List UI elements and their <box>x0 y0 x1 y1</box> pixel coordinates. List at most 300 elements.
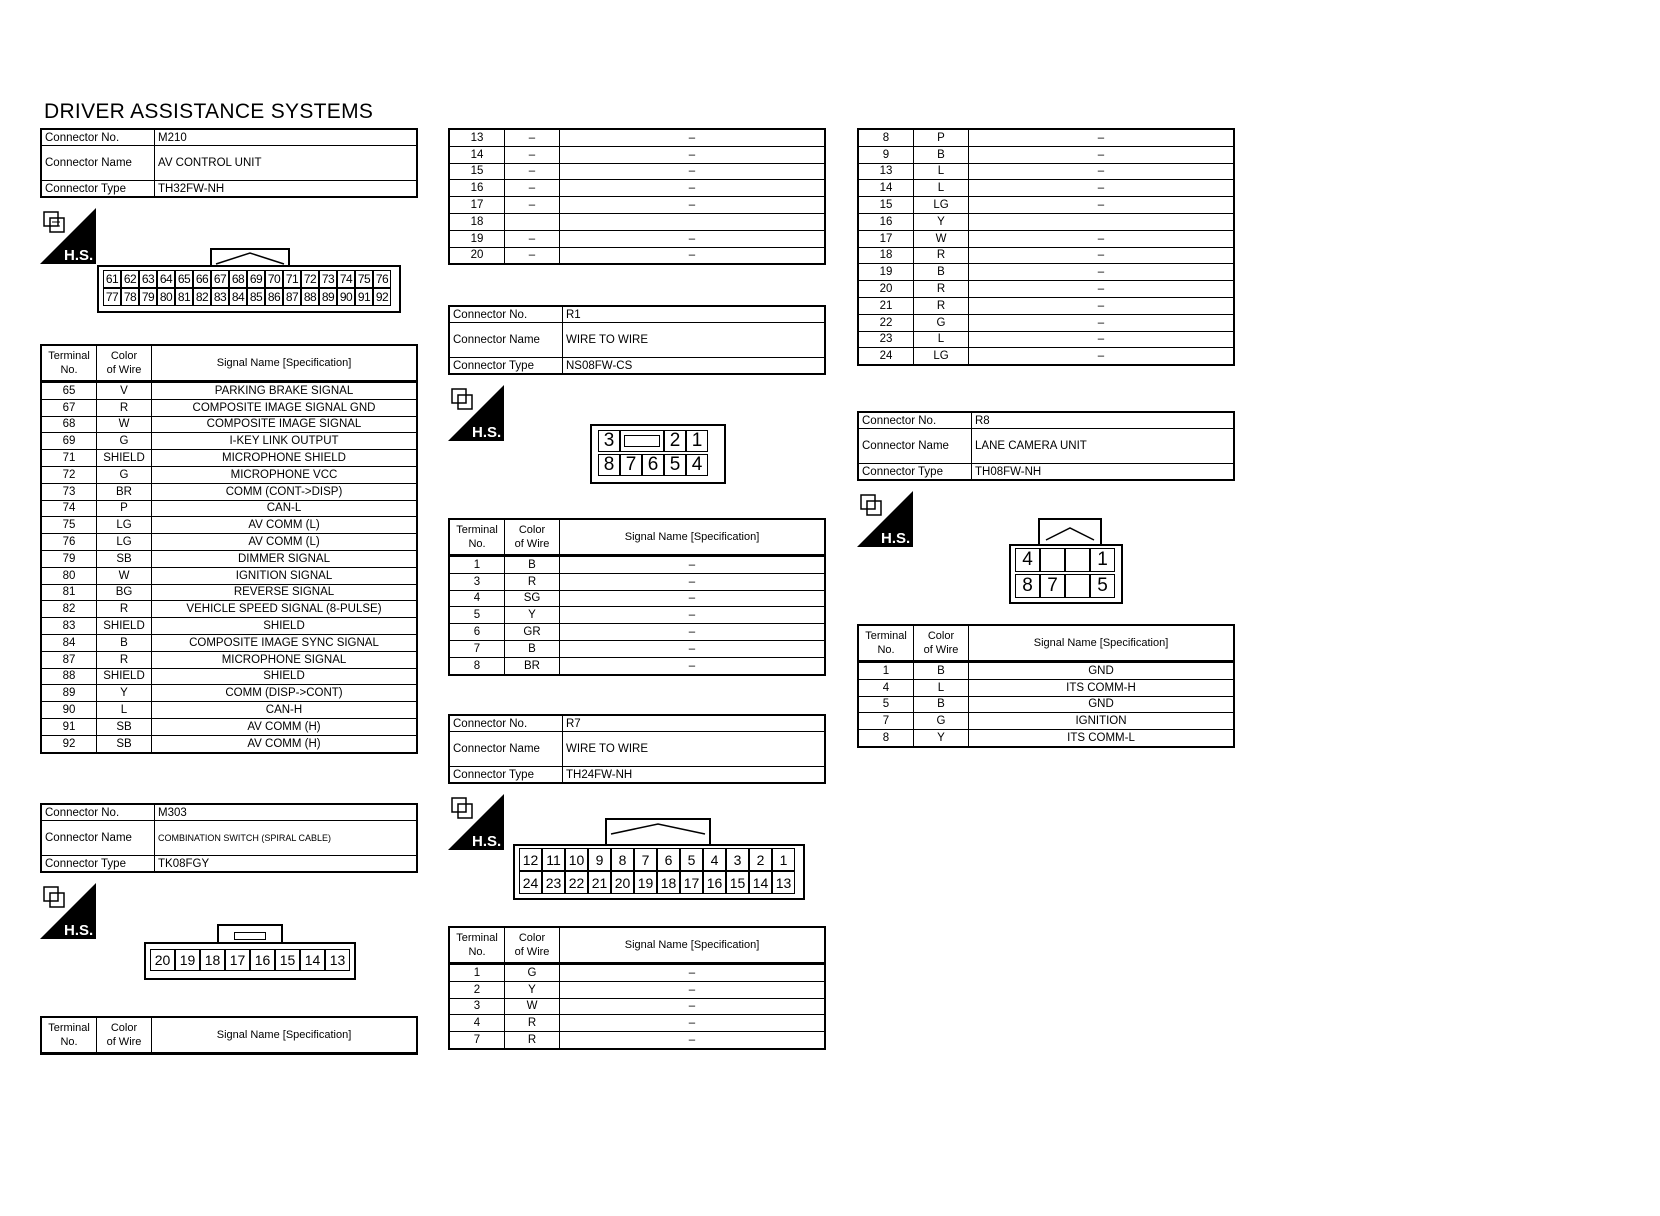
connector-pin: 74 <box>337 270 355 288</box>
header-terminal-no: Terminal No. <box>41 345 97 382</box>
table-row <box>449 657 825 674</box>
signal-name-cell: – <box>560 573 826 590</box>
signal-name-cell: – <box>560 998 826 1015</box>
terminal-no-cell: 18 <box>449 213 505 230</box>
connector-pin: 23 <box>542 871 565 894</box>
signal-name-cell: CAN-L <box>152 500 418 517</box>
signal-name-cell: VEHICLE SPEED SIGNAL (8-PULSE) <box>152 601 418 618</box>
signal-name-cell: – <box>560 1032 826 1049</box>
terminal-no-cell: 17 <box>449 197 505 214</box>
wire-color-cell: – <box>505 230 560 247</box>
terminal-no-cell: 13 <box>858 163 914 180</box>
connector-pin: 18 <box>200 949 225 971</box>
terminal-no-cell: 3 <box>449 998 505 1015</box>
wire-color-cell: BR <box>97 483 152 500</box>
table-row <box>858 696 1234 713</box>
table-row <box>858 331 1234 348</box>
signal-name-cell: – <box>969 314 1235 331</box>
signal-table-r8 <box>857 624 1235 748</box>
signal-name-cell: – <box>969 297 1235 314</box>
connector-pin: 91 <box>355 288 373 306</box>
wire-color-cell: W <box>97 416 152 433</box>
wire-color-cell: SB <box>97 718 152 735</box>
terminal-no-cell: 79 <box>41 550 97 567</box>
wire-color-cell: LG <box>97 534 152 551</box>
signal-name-cell: PARKING BRAKE SIGNAL <box>152 382 418 400</box>
signal-name-cell: – <box>969 230 1235 247</box>
header-signal-name: Signal Name [Specification] <box>560 519 826 556</box>
table-row <box>41 399 417 416</box>
connector-pin: 2 <box>749 848 772 871</box>
terminal-no-cell: 9 <box>858 146 914 163</box>
terminal-no-cell: 15 <box>858 197 914 214</box>
signal-name-cell: – <box>969 146 1235 163</box>
connector-pin: 17 <box>680 871 703 894</box>
connector-pin: 19 <box>175 949 200 971</box>
terminal-no-cell: 21 <box>858 297 914 314</box>
wire-color-cell: W <box>914 230 969 247</box>
table-row <box>858 297 1234 314</box>
terminal-no-cell: 69 <box>41 433 97 450</box>
connector-name-value: WIRE TO WIRE <box>563 323 826 358</box>
header-color-of-wire: Color of Wire <box>914 625 969 662</box>
table-row <box>449 180 825 197</box>
terminal-no-cell: 73 <box>41 483 97 500</box>
hs-label: H.S. <box>472 833 502 850</box>
connector-pin: 4 <box>686 454 708 476</box>
table-row <box>858 662 1234 680</box>
terminal-no-cell: 88 <box>41 668 97 685</box>
signal-table-r7 <box>448 926 826 1050</box>
table-row <box>41 584 417 601</box>
table-row <box>858 348 1234 365</box>
table-row <box>449 197 825 214</box>
connector-face-m210 <box>97 265 401 313</box>
connector-type-value: TH32FW-NH <box>155 181 418 198</box>
table-row <box>449 556 825 574</box>
connector-name-value: COMBINATION SWITCH (SPIRAL CABLE) <box>155 821 418 856</box>
signal-name-cell: – <box>560 247 826 264</box>
terminal-no-cell: 90 <box>41 702 97 719</box>
table-row <box>41 618 417 635</box>
table-row <box>449 213 825 230</box>
table-row <box>449 640 825 657</box>
table-row <box>41 735 417 752</box>
terminal-no-cell: 5 <box>449 607 505 624</box>
connector-pin: 8 <box>1015 574 1040 598</box>
connector-pin: 64 <box>157 270 175 288</box>
signal-name-cell: I-KEY LINK OUTPUT <box>152 433 418 450</box>
signal-name-cell: COMPOSITE IMAGE SYNC SIGNAL <box>152 634 418 651</box>
connector-pin: 8 <box>611 848 634 871</box>
connector-pin: 63 <box>139 270 157 288</box>
signal-name-cell: AV COMM (L) <box>152 534 418 551</box>
header-color-of-wire: Color of Wire <box>505 519 560 556</box>
table-row <box>858 730 1234 747</box>
connector-type-value: TH08FW-NH <box>972 464 1235 481</box>
wire-color-cell: R <box>914 281 969 298</box>
signal-name-cell: COMPOSITE IMAGE SIGNAL <box>152 416 418 433</box>
signal-name-cell: IGNITION SIGNAL <box>152 567 418 584</box>
connector-pin: 82 <box>193 288 211 306</box>
label-connector-no: Connector No. <box>41 804 155 821</box>
connector-info-r1 <box>448 305 826 375</box>
connector-pin: 16 <box>250 949 275 971</box>
table-row <box>858 213 1234 230</box>
terminal-no-cell: 67 <box>41 399 97 416</box>
connector-pin: 16 <box>703 871 726 894</box>
table-row <box>858 163 1234 180</box>
connector-pin: 19 <box>634 871 657 894</box>
wire-color-cell: LG <box>914 348 969 365</box>
wire-color-cell: R <box>914 297 969 314</box>
signal-name-cell: DIMMER SIGNAL <box>152 550 418 567</box>
signal-name-cell: – <box>969 163 1235 180</box>
signal-name-cell: AV COMM (L) <box>152 517 418 534</box>
connector-pin: 7 <box>634 848 657 871</box>
connector-pin: 76 <box>373 270 391 288</box>
header-color-of-wire: Color of Wire <box>97 345 152 382</box>
connector-pin: 87 <box>283 288 301 306</box>
terminal-no-cell: 19 <box>858 264 914 281</box>
table-row <box>449 129 825 146</box>
wire-color-cell: R <box>505 1032 560 1049</box>
harness-side-icon <box>857 491 913 547</box>
wire-color-cell: SB <box>97 735 152 752</box>
table-row <box>41 550 417 567</box>
hs-label: H.S. <box>64 922 94 939</box>
wire-color-cell: R <box>505 573 560 590</box>
signal-name-cell: MICROPHONE SIGNAL <box>152 651 418 668</box>
table-row <box>449 146 825 163</box>
connector-pin: 12 <box>519 848 542 871</box>
hs-label: H.S. <box>881 530 911 547</box>
wire-color-cell: R <box>97 399 152 416</box>
connector-pin: 24 <box>519 871 542 894</box>
terminal-no-cell: 5 <box>858 696 914 713</box>
signal-name-cell: MICROPHONE VCC <box>152 466 418 483</box>
table-row <box>449 624 825 641</box>
signal-name-cell: – <box>969 331 1235 348</box>
wire-color-cell: GR <box>505 624 560 641</box>
wire-color-cell: – <box>505 180 560 197</box>
signal-name-cell: – <box>969 197 1235 214</box>
header-terminal-no: Terminal No. <box>449 519 505 556</box>
terminal-no-cell: 14 <box>858 180 914 197</box>
table-row <box>41 601 417 618</box>
wire-color-cell: V <box>97 382 152 400</box>
terminal-no-cell: 2 <box>449 981 505 998</box>
header-signal-name: Signal Name [Specification] <box>152 1017 418 1054</box>
terminal-no-cell: 4 <box>449 1015 505 1032</box>
signal-name-cell: AV COMM (H) <box>152 735 418 752</box>
connector-pin: 61 <box>103 270 121 288</box>
signal-table-m303 <box>40 1016 418 1055</box>
signal-name-cell: – <box>560 146 826 163</box>
table-row <box>41 668 417 685</box>
terminal-no-cell: 4 <box>449 590 505 607</box>
signal-name-cell: – <box>969 348 1235 365</box>
connector-face-m303 <box>144 942 356 980</box>
terminal-no-cell: 74 <box>41 500 97 517</box>
connector-name-value: WIRE TO WIRE <box>563 732 826 767</box>
connector-name-value: AV CONTROL UNIT <box>155 146 418 181</box>
wire-color-cell: W <box>97 567 152 584</box>
signal-name-cell: REVERSE SIGNAL <box>152 584 418 601</box>
connector-pin: 15 <box>275 949 300 971</box>
header-color-of-wire: Color of Wire <box>505 927 560 964</box>
terminal-no-cell: 82 <box>41 601 97 618</box>
table-row <box>858 281 1234 298</box>
connector-pin: 7 <box>1040 574 1065 598</box>
table-row <box>41 567 417 584</box>
wire-color-cell: – <box>505 163 560 180</box>
connector-pin: 11 <box>542 848 565 871</box>
table-row <box>858 197 1234 214</box>
connector-pin: 79 <box>139 288 157 306</box>
signal-name-cell: – <box>969 129 1235 146</box>
table-row <box>41 450 417 467</box>
wire-color-cell: B <box>505 640 560 657</box>
terminal-no-cell: 18 <box>858 247 914 264</box>
wire-color-cell: L <box>97 702 152 719</box>
signal-name-cell: – <box>560 964 826 982</box>
terminal-no-cell: 6 <box>449 624 505 641</box>
label-connector-name: Connector Name <box>41 146 155 181</box>
connector-pin: 8 <box>598 454 620 476</box>
signal-name-cell: – <box>969 247 1235 264</box>
terminal-no-cell: 87 <box>41 651 97 668</box>
table-row <box>449 998 825 1015</box>
wire-color-cell: G <box>914 713 969 730</box>
connector-type-value: TH24FW-NH <box>563 767 826 784</box>
wire-color-cell: LG <box>914 197 969 214</box>
connector-pin: 78 <box>121 288 139 306</box>
connector-pin: 3 <box>598 430 620 452</box>
table-row <box>41 685 417 702</box>
connector-pin: 75 <box>355 270 373 288</box>
table-row <box>41 534 417 551</box>
terminal-no-cell: 16 <box>858 213 914 230</box>
wire-color-cell: B <box>914 696 969 713</box>
wire-color-cell: G <box>914 314 969 331</box>
connector-no-value: R7 <box>563 715 826 732</box>
connector-pin: 69 <box>247 270 265 288</box>
terminal-no-cell: 20 <box>449 247 505 264</box>
signal-name-cell: COMM (CONT->DISP) <box>152 483 418 500</box>
wire-color-cell: B <box>914 146 969 163</box>
connector-pin: 6 <box>642 454 664 476</box>
signal-name-cell: – <box>969 180 1235 197</box>
signal-name-cell: – <box>560 230 826 247</box>
wire-color-cell: R <box>914 247 969 264</box>
wire-color-cell: R <box>97 601 152 618</box>
terminal-no-cell: 23 <box>858 331 914 348</box>
terminal-no-cell: 22 <box>858 314 914 331</box>
connector-pin: 85 <box>247 288 265 306</box>
terminal-no-cell: 7 <box>449 1032 505 1049</box>
connector-info-r8 <box>857 411 1235 481</box>
label-connector-name: Connector Name <box>449 323 563 358</box>
connector-pin: 71 <box>283 270 301 288</box>
table-row <box>41 382 417 400</box>
terminal-no-cell: 17 <box>858 230 914 247</box>
connector-no-value: R8 <box>972 412 1235 429</box>
wire-color-cell: SHIELD <box>97 668 152 685</box>
terminal-no-cell: 89 <box>41 685 97 702</box>
table-row <box>41 517 417 534</box>
terminal-no-cell: 3 <box>449 573 505 590</box>
connector-pin: 4 <box>703 848 726 871</box>
wire-color-cell: L <box>914 679 969 696</box>
table-row <box>858 230 1234 247</box>
wire-color-cell: – <box>505 197 560 214</box>
header-terminal-no: Terminal No. <box>858 625 914 662</box>
connector-pin: 4 <box>1015 548 1040 572</box>
connector-pin: 89 <box>319 288 337 306</box>
connector-pin: 65 <box>175 270 193 288</box>
connector-pin: 5 <box>680 848 703 871</box>
table-row <box>449 607 825 624</box>
connector-info-r7 <box>448 714 826 784</box>
terminal-no-cell: 8 <box>449 657 505 674</box>
table-row <box>449 590 825 607</box>
signal-name-cell: COMM (DISP->CONT) <box>152 685 418 702</box>
table-row <box>41 483 417 500</box>
wire-color-cell: W <box>505 998 560 1015</box>
connector-pin: 6 <box>657 848 680 871</box>
harness-side-icon <box>40 208 96 264</box>
table-row <box>41 416 417 433</box>
connector-pin: 2 <box>664 430 686 452</box>
wire-color-cell: L <box>914 163 969 180</box>
header-terminal-no: Terminal No. <box>41 1017 97 1054</box>
connector-pin: 18 <box>657 871 680 894</box>
table-row <box>41 651 417 668</box>
connector-name-value: LANE CAMERA UNIT <box>972 429 1235 464</box>
terminal-no-cell: 1 <box>449 964 505 982</box>
header-signal-name: Signal Name [Specification] <box>969 625 1235 662</box>
connector-pin: 77 <box>103 288 121 306</box>
connector-pin: 17 <box>225 949 250 971</box>
label-connector-no: Connector No. <box>449 715 563 732</box>
connector-pin: 67 <box>211 270 229 288</box>
terminal-no-cell: 68 <box>41 416 97 433</box>
wire-color-cell: P <box>97 500 152 517</box>
terminal-no-cell: 13 <box>449 129 505 146</box>
terminal-no-cell: 4 <box>858 679 914 696</box>
table-row <box>858 314 1234 331</box>
connector-pin: 13 <box>325 949 350 971</box>
wire-color-cell: G <box>97 466 152 483</box>
signal-table-r1 <box>448 518 826 676</box>
harness-side-icon <box>40 883 96 939</box>
connector-pin: 10 <box>565 848 588 871</box>
connector-pin: 7 <box>620 454 642 476</box>
header-terminal-no: Terminal No. <box>449 927 505 964</box>
connector-pin: 5 <box>1090 574 1115 598</box>
table-row <box>449 163 825 180</box>
signal-name-cell: – <box>560 981 826 998</box>
hs-label: H.S. <box>64 247 94 264</box>
terminal-no-cell: 92 <box>41 735 97 752</box>
table-row <box>41 433 417 450</box>
connector-pin: 14 <box>749 871 772 894</box>
connector-pin: 72 <box>301 270 319 288</box>
connector-pin: 84 <box>229 288 247 306</box>
connector-no-value: M303 <box>155 804 418 821</box>
label-connector-name: Connector Name <box>858 429 972 464</box>
terminal-no-cell: 7 <box>449 640 505 657</box>
connector-pin: 21 <box>588 871 611 894</box>
connector-pin: 13 <box>772 871 795 894</box>
connector-pin: 20 <box>611 871 634 894</box>
terminal-no-cell: 1 <box>449 556 505 574</box>
table-row <box>449 247 825 264</box>
terminal-no-cell: 24 <box>858 348 914 365</box>
connector-type-value: TK08FGY <box>155 856 418 873</box>
terminal-no-cell: 71 <box>41 450 97 467</box>
signal-name-cell: – <box>560 197 826 214</box>
terminal-no-cell: 72 <box>41 466 97 483</box>
connector-info-m210 <box>40 128 418 198</box>
connector-pin: 5 <box>664 454 686 476</box>
connector-pin: 90 <box>337 288 355 306</box>
wire-color-cell: BR <box>505 657 560 674</box>
label-connector-type: Connector Type <box>858 464 972 481</box>
terminal-no-cell: 84 <box>41 634 97 651</box>
connector-pin: 14 <box>300 949 325 971</box>
connector-pin: 68 <box>229 270 247 288</box>
signal-name-cell: GND <box>969 662 1235 680</box>
table-row <box>858 713 1234 730</box>
terminal-no-cell: 65 <box>41 382 97 400</box>
terminal-no-cell: 19 <box>449 230 505 247</box>
connector-pin: 73 <box>319 270 337 288</box>
connector-pin <box>1040 548 1065 572</box>
wire-color-cell: B <box>97 634 152 651</box>
table-row <box>858 264 1234 281</box>
wire-color-cell: BG <box>97 584 152 601</box>
connector-pin: 81 <box>175 288 193 306</box>
wire-color-cell: SB <box>97 550 152 567</box>
table-row <box>449 1015 825 1032</box>
wire-color-cell: B <box>914 662 969 680</box>
connector-pin <box>1065 548 1090 572</box>
connector-pin: 62 <box>121 270 139 288</box>
wire-color-cell: – <box>505 129 560 146</box>
connector-pin: 66 <box>193 270 211 288</box>
signal-name-cell: – <box>560 1015 826 1032</box>
terminal-no-cell: 15 <box>449 163 505 180</box>
wire-color-cell: – <box>505 247 560 264</box>
wire-color-cell: SHIELD <box>97 450 152 467</box>
terminal-no-cell: 81 <box>41 584 97 601</box>
terminal-no-cell: 83 <box>41 618 97 635</box>
connector-pin: 80 <box>157 288 175 306</box>
terminal-no-cell: 20 <box>858 281 914 298</box>
terminal-no-cell: 14 <box>449 146 505 163</box>
table-row <box>858 146 1234 163</box>
terminal-no-cell: 1 <box>858 662 914 680</box>
signal-name-cell: – <box>560 624 826 641</box>
table-row <box>449 230 825 247</box>
connector-pin: 86 <box>265 288 283 306</box>
table-row <box>41 718 417 735</box>
signal-table-m210 <box>40 344 418 754</box>
label-connector-name: Connector Name <box>41 821 155 856</box>
signal-name-cell: AV COMM (H) <box>152 718 418 735</box>
